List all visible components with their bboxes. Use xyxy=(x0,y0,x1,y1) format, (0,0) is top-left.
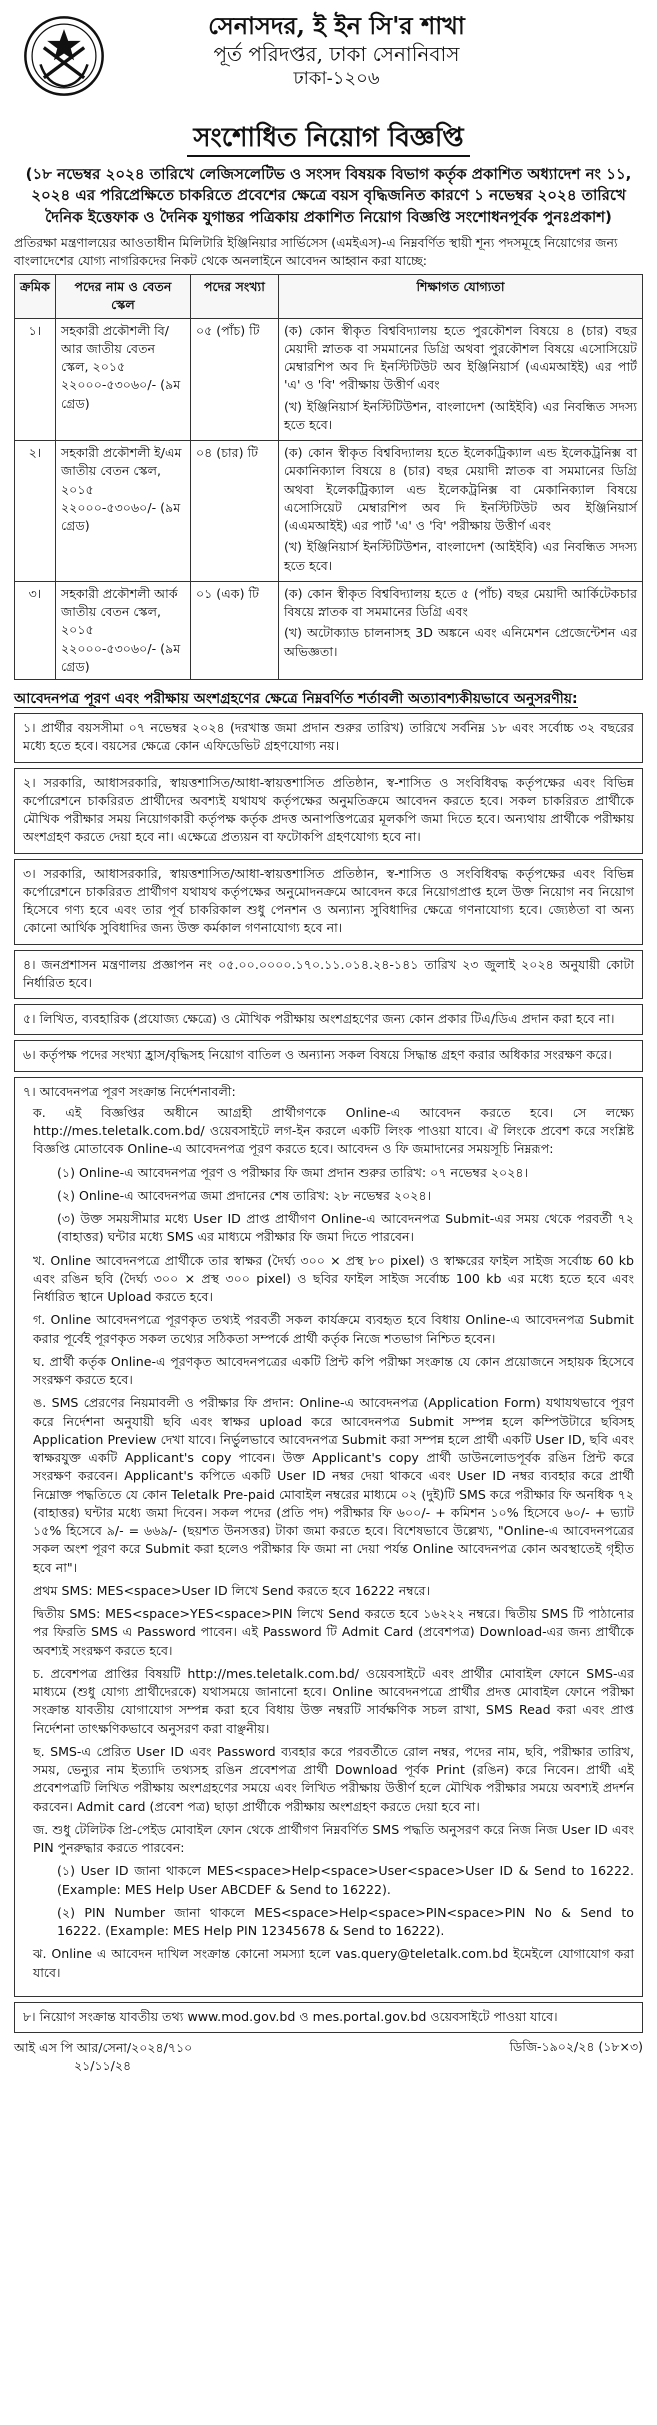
instruction-support-email: ঝ. Online এ আবেদন দাখিল সংক্রান্ত কোনো সমস্যা হলে vas.query@teletalk.com.bd ইমেইলে যোগাযোগ করা যাবে। xyxy=(33,1946,634,1980)
row-post: সহকারী প্রকৌশলী বি/আর জাতীয় বেতন স্কেল, ২০১৫ ২২০০০-৫৩০৬০/- (৯ম গ্রেড) xyxy=(55,318,190,441)
city-postcode: ঢাকা-১২০৬ xyxy=(293,68,380,90)
condition-ta-da: ৫। লিখিত, ব্যবহারিক (প্রযোজ্য ক্ষেত্রে) ও মৌখিক পরীক্ষায় অংশগ্রহণের জন্য কোন প্রকার টিএ/ডিএ প্রদান করা হবে না। xyxy=(14,1004,643,1035)
org-name: সেনাসদর, ই ইন সি'র শাখা xyxy=(208,11,465,40)
col-qualification: শিক্ষাগত যোগ্যতা xyxy=(278,275,642,319)
schedule-fee-window: (৩) উক্ত সময়সীমার মধ্যে User ID প্রাপ্ত প্রার্থীগণ Online-এ আবেদনপত্র Submit-এর সময় থেকে পরবর্তী ৭২ (বাহাত্তর) ঘন্টার মধ্যে SMS এর মাধ্যমে পরীক্ষার ফি জমা দিতে পারবেন। xyxy=(57,1211,634,1245)
condition-age: ১। প্রার্থীর বয়সসীমা ০৭ নভেম্বর ২০২৪ (দরখাস্ত জমা প্রদান শুরুর তারিখ) তারিখে সর্বনিম্ন ১৮ এবং সর্বোচ্চ ৩২ বছরের মধ্যে হতে হবে। বয়সের ক্ষেত্রে কোন এফিডেভিট গ্রহণযোগ্য নয়। xyxy=(14,713,643,763)
header xyxy=(14,10,643,115)
army-emblem-icon xyxy=(22,14,106,98)
col-post: পদের নাম ও বেতন স্কেল xyxy=(55,275,190,319)
table-header-row xyxy=(15,275,643,319)
row-qualification xyxy=(278,318,642,441)
table-row xyxy=(15,318,643,441)
condition-seniority: ৩। সরকারি, আধাসরকারি, স্বায়ত্তশাসিত/আধা-স্বায়ত্তশাসিত প্রতিষ্ঠান, স্ব-শাসিত ও সংবিধিবদ্ধ কর্তৃপক্ষের এবং বিভিন্ন কর্পোরেশনে চাকরিরত প্রার্থীগণ যথাযথ কর্তৃপক্ষের অনুমোদনক্রমে আবেদন করে নিয়োগপ্রাপ্ত হলে উক্ত নিয়োগ নব নিয়োগ হিসেবে গণ্য হবে এবং তার পূর্ব চাকরিকাল শুধু পেনশন ও অন্যান্য সুবিধাদির ক্ষেত্রে গণনাযোগ্য হবে। জ্যেষ্ঠতা বা অন্য কোনো আর্থিক সুবিধাদির জন্য উক্ত কর্মকাল গণনাযোগ্য হবে না। xyxy=(14,859,643,945)
table-row xyxy=(15,441,643,582)
instructions-body xyxy=(23,1101,634,1990)
condition-authority: ৬। কর্তৃপক্ষ পদের সংখ্যা হ্রাস/বৃদ্ধিসহ নিয়োগ বাতিল ও অন্যান্য সকল বিষয়ে সিদ্ধান্ত গ্রহণ করার অধিকার সংরক্ষণ করে। xyxy=(14,1040,643,1071)
col-count: পদের সংখ্যা xyxy=(190,275,278,319)
recover-user-id: (১) User ID জানা থাকলে MES<space>Help<space>User<space>User ID & Send to 16222. (Example: MES Help User ABCDEF & Send to 16222). xyxy=(57,1863,634,1897)
notice-subtitle: (১৮ নভেম্বর ২০২৪ তারিখে লেজিসলেটিভ ও সংসদ বিষয়ক বিভাগ কর্তৃক প্রকাশিত অধ্যাদেশ নং ১১, ২০২৪ এর পরিপ্রেক্ষিতে চাকরিতে প্রবেশের ক্ষেত্রে বয়স বৃদ্ধিজনিত কারণে ১ নভেম্বর ২০২৪ তারিখে দৈনিক ইত্তেফাক ও দৈনিক যুগান্তর পত্রিকায় প্রকাশিত নিয়োগ বিজ্ঞপ্তি সংশোধনপূর্বক পুনঃপ্রকাশ) xyxy=(25,165,632,226)
schedule-end: (২) Online-এ আবেদনপত্র জমা প্রদানের শেষ তারিখ: ২৮ নভেম্বর ২০২৪। xyxy=(57,1187,432,1203)
row-qualification xyxy=(278,441,642,582)
vacancy-table xyxy=(14,274,643,680)
row-count: ০১ (এক) টি xyxy=(190,581,278,679)
notice-title: সংশোধিত নিয়োগ বিজ্ঞপ্তি xyxy=(14,121,643,156)
row-serial: ১। xyxy=(15,318,56,441)
footer xyxy=(14,2039,643,2075)
qualification-a: (ক) কোন স্বীকৃত বিশ্ববিদ্যালয় হতে ইলেকট্রিক্যাল এন্ড ইলেকট্রনিক্স বা মেকানিক্যাল বিষয়ে ৪ (চার) বছর মেয়াদী স্নাতক বা সমমানের ডিগ্রি অথবা ইলেকট্রিক্যাল এন্ড ইলেকট্রনিক্স বা মেকানিক্যাল বিষয়ে এসোসিয়েট মেম্বারশিপ অব দি ইনস্টিটিউট অব ইঞ্জিনিয়ার্স (এএমআইই) এর পার্ট 'এ' ও 'বি' পরীক্ষায় উত্তীর্ণ এবং xyxy=(283,445,637,534)
table-row xyxy=(15,581,643,679)
condition-govt-employees: ২। সরকারি, আধাসরকারি, স্বায়ত্তশাসিত/আধা-স্বায়ত্তশাসিত প্রতিষ্ঠান, স্ব-শাসিত ও সংবিধিবদ্ধ কর্তৃপক্ষের এবং বিভিন্ন কর্পোরেশনে চাকরিরত প্রার্থীদের অবশ্যই যথাযথ কর্তৃপক্ষের অনুমতিক্রমে আবেদন করতে হবে। সকল চাকরিরত প্রার্থীকে মৌখিক পরীক্ষার সময় নিয়োগকারী কর্তৃপক্ষ কর্তৃক প্রদত্ত অনাপত্তিপত্রের মূলকপি জমা দিতে হবে। অন্যথায় প্রার্থীকে পরীক্ষায় অংশগ্রহণ করতে দেয়া হবে না। এক্ষেত্রে প্রত্যয়ন বা ফটোকপি গ্রহণযোগ্য হবে না। xyxy=(14,768,643,854)
row-post: সহকারী প্রকৌশলী ই/এম জাতীয় বেতন স্কেল, ২০১৫ ২২০০০-৫৩০৬০/- (৯ম গ্রেড) xyxy=(55,441,190,582)
instruction-admit-download: ছ. SMS-এ প্রেরিত User ID এবং Password ব্যবহার করে পরবর্তীতে রোল নম্বর, পদের নাম, ছবি, পরীক্ষার তারিখ, সময়, ভেন্যুর নাম ইত্যাদি তথ্যসহ রঙিন প্রবেশপত্র প্রার্থী Download পূর্বক Print (রঙিন) করে নিবেন। প্রার্থী এই প্রবেশপত্রটি লিখিত পরীক্ষায় অংশগ্রহণের সময়ে এবং লিখিত পরীক্ষায় উত্তীর্ণ হলে মৌখিক পরীক্ষার সময়ে অবশ্যই প্রদর্শন করবেন। Admit card (প্রবেশ পত্র) ছাড়া প্রার্থীকে পরীক্ষায় অংশগ্রহণ করতে দেয়া হবে না। xyxy=(33,1743,634,1814)
dg-number: ডিজি-১৯০২/২৪ (১৮×৩) xyxy=(509,2039,643,2055)
directorate-name: পূর্ত পরিদপ্তর, ঢাকা সেনানিবাস xyxy=(213,42,460,67)
instructions-heading: ৭। আবেদনপত্র পূরণ সংক্রান্ত নির্দেশনাবলী: xyxy=(23,1083,236,1099)
instruction-sms-fee: ঙ. SMS প্রেরণের নিয়মাবলী ও পরীক্ষার ফি প্রদান: Online-এ আবেদনপত্র (Application Form) যথাযথভাবে পূরণ করে নির্দেশনা অনুযায়ী ছবি এবং স্বাক্ষর upload করে আবেদনপত্র Submit সম্পন্ন হলে কম্পিউটারে ছবিসহ Application Preview দেখা যাবে। নির্ভুলভাবে আবেদনপত্র Submit করা সম্পন্ন হলে প্রার্থী একটি User ID, ছবি এবং স্বাক্ষরযুক্ত একটি Applicant's copy পাবেন। উক্ত Applicant's copy প্রার্থী ডাউনলোডপূর্বক রঙিন প্রিন্ট করে সংরক্ষণ করবেন। Applicant's কপিতে একটি User ID নম্বর দেয়া থাকবে এবং User ID নম্বর ব্যবহার করে প্রার্থী নিম্নোক্ত পদ্ধতিতে যে কোন Teletalk Pre-paid মোবাইল নম্বরের মাধ্যমে ০২ (দুই)টি SMS করে পরীক্ষার ফি অনধিক ৭২ (বাহাত্তর) ঘন্টার মধ্যে জমা দিবেন। সকল পদের (প্রতি পদ) পরীক্ষার ফি ৬০০/- + কমিশন ১০% হিসেবে ৬০/- + ভ্যাট ১৫% হিসেবে ৯/- = ৬৬৯/- (ছয়শত উনসত্তর) টাকা জমা করতে হবে। বিশেষভাবে উল্লেখ্য, "Online-এ আবেদনপত্রের সকল অংশ পূরণ করে Submit করা হলেও পরীক্ষার ফি জমা না দেয়া পর্যন্ত Online আবেদনপত্র কোন অবস্থাতেই গৃহীত হবে না"। xyxy=(33,1395,634,1575)
condition-application-instructions xyxy=(14,1077,643,1997)
instruction-admit-notify: চ. প্রবেশপত্র প্রাপ্তির বিষয়টি http://mes.teletalk.com.bd/ ওয়েবসাইটে এবং প্রার্থীর মোবাইল ফোনে SMS-এর মাধ্যমে (শুধু যোগ্য প্রার্থীদেরকে) যথাসময়ে জানানো হবে। Online আবেদনপত্রে প্রার্থীর প্রদত্ত মোবাইল ফোনে পরীক্ষা সংক্রান্ত যাবতীয় যোগাযোগ সম্পন্ন করা হবে বিধায় উক্ত নম্বরটি সার্বক্ষণিক সচল রাখা, SMS Read করা এবং প্রাপ্ত নির্দেশনা তাৎক্ষণিকভাবে অনুসরণ করা বাঞ্ছনীয়। xyxy=(33,1665,634,1736)
qualification-b: (খ) অটোক্যাড চালনাসহ 3D অঙ্কনে এবং এনিমেশন প্রেজেন্টেশন এর অভিজ্ঞতা। xyxy=(283,625,637,659)
row-post: সহকারী প্রকৌশলী আর্ক জাতীয় বেতন স্কেল, ২০১৫ ২২০০০-৫৩০৬০/- (৯ম গ্রেড) xyxy=(55,581,190,679)
qualification-b: (খ) ইঞ্জিনিয়ার্স ইনস্টিটিউশন, বাংলাদেশ (আইইবি) এর নিবন্ধিত সদস্য হতে হবে। xyxy=(283,539,637,573)
ispr-reference: আই এস পি আর/সেনা/২০২৪/৭১০ xyxy=(14,2040,193,2056)
footer-ref-block xyxy=(14,2039,192,2075)
instruction-online-apply: ক. এই বিজ্ঞপ্তির অধীনে আগ্রহী প্রার্থীগণকে Online-এ আবেদন করতে হবে। সে লক্ষ্যে http://mes.teletalk.com.bd/ ওয়েবসাইটে লগ-ইন করলে একটি লিংক পাওয়া যাবে। ঐ লিংকে প্রবেশ করে সংশ্লিষ্ট বিজ্ঞপ্তি মোতাবেক Online-এ আবেদনপত্র পূরণ করতে হবে। আবেদন ও ফি জমাদানের সময়সূচি নিম্নরূপ: xyxy=(33,1104,634,1157)
instruction-sms-second: দ্বিতীয় SMS: MES<space>YES<space>PIN লিখে Send করতে হবে ১৬২২২ নম্বরে। দ্বিতীয় SMS টি পাঠানোর পর ফিরতি SMS এ Password পাবেন। এই Password টি Admit Card (প্রবেশপত্র) Download-এর জন্য প্রার্থীকে অবশ্যই সংরক্ষণ করতে হবে। xyxy=(33,1606,634,1658)
instruction-verify-info: গ. Online আবেদনপত্রে পূরণকৃত তথ্যই পরবর্তী সকল কার্যক্রমে ব্যবহৃত হবে বিধায় Online-এ আবেদনপত্র Submit করার পূর্বেই পূরণকৃত সকল তথ্যের সঠিকতা সম্পর্কে প্রার্থী কর্তৃক নিজে শতভাগ নিশ্চিত হবেন। xyxy=(33,1312,634,1346)
row-serial: ২। xyxy=(15,441,56,582)
instruction-recover-credentials: জ. শুধু টেলিটক প্রি-পেইড মোবাইল ফোন থেকে প্রার্থীগণ নিম্নবর্ণিত SMS পদ্ধতি অনুসরণ করে নিজ নিজ User ID এবং PIN পুনরুদ্ধার করতে পারবেন: xyxy=(33,1821,634,1856)
qualification-a: (ক) কোন স্বীকৃত বিশ্ববিদ্যালয় হতে ৫ (পাঁচ) বছর মেয়াদী আর্কিটেকচার বিষয়ে স্নাতক বা সমমানের ডিগ্রি এবং xyxy=(283,585,637,620)
row-serial: ৩। xyxy=(15,581,56,679)
instruction-photo-signature: খ. Online আবেদনপত্রে প্রার্থীকে তার স্বাক্ষর (দৈর্ঘ্য ৩০০ × প্রস্থ ৮০ pixel) ও স্বাক্ষরের ফাইল সাইজ সর্বোচ্চ 60 kb এবং রঙিন ছবি (দৈর্ঘ্য ৩০০ × প্রস্থ ৩০০ pixel) ও ছবির ফাইল সাইজ সর্বোচ্চ 100 kb এর মধ্যে হতে হবে এবং নির্ধারিত স্থানে Upload করতে হবে। xyxy=(33,1252,634,1305)
row-qualification xyxy=(278,581,642,679)
col-serial: ক্রমিক xyxy=(15,275,56,319)
issue-date: ২১/১১/২৪ xyxy=(74,2058,132,2074)
qualification-b: (খ) ইঞ্জিনিয়ার্স ইনস্টিটিউশন, বাংলাদেশ (আইইবি) এর নিবন্ধিত সদস্য হতে হবে। xyxy=(283,398,637,432)
instruction-print-copy: ঘ. প্রার্থী কর্তৃক Online-এ পূরণকৃত আবেদনপত্রের একটি প্রিন্ট কপি পরীক্ষা সংক্রান্ত যে কোন প্রয়োজনে সহায়ক হিসেবে সংরক্ষণ করতে হবে। xyxy=(33,1353,634,1388)
header-text xyxy=(120,10,643,91)
condition-websites: ৮। নিয়োগ সংক্রান্ত যাবতীয় তথ্য www.mod.gov.bd ও mes.portal.gov.bd ওয়েবসাইটে পাওয়া যাবে। xyxy=(14,2002,643,2033)
qualification-a: (ক) কোন স্বীকৃত বিশ্ববিদ্যালয় হতে পুরকৌশল বিষয়ে ৪ (চার) বছর মেয়াদী স্নাতক বা সমমানের ডিগ্রি অথবা পুরকৌশল বিষয়ে এসোসিয়েট মেম্বারশিপ অব দি ইনস্টিটিউট অব ইঞ্জিনিয়ার্স (এএমআইই) এর পার্ট 'এ' ও 'বি' পরীক্ষায় উত্তীর্ণ এবং xyxy=(283,322,637,393)
row-count: ০৪ (চার) টি xyxy=(190,441,278,582)
instruction-sms-first: প্রথম SMS: MES<space>User ID লিখে Send করতে হবে 16222 নম্বরে। xyxy=(33,1582,431,1598)
schedule-start: (১) Online-এ আবেদনপত্র পূরণ ও পরীক্ষার ফি জমা প্রদান শুরুর তারিখ: ০৭ নভেম্বর ২০২৪। xyxy=(57,1164,529,1180)
intro-paragraph: প্রতিরক্ষা মন্ত্রণালয়ের আওতাধীন মিলিটারি ইঞ্জিনিয়ার সার্ভিসেস (এমইএস)-এ নিম্নবর্ণিত স্থায়ী শূন্য পদসমূহে নিয়োগের জন্য বাংলাদেশের যোগ্য নাগরিকদের নিকট থেকে অনলাইনে আবেদন আহ্বান করা যাচ্ছে: xyxy=(14,234,618,269)
conditions-heading: আবেদনপত্র পূরণ এবং পরীক্ষায় অংশগ্রহণের ক্ষেত্রে নিম্নবর্ণিত শর্তাবলী অত্যাবশ্যকীয়ভাবে অনুসরণীয়: xyxy=(14,691,578,708)
row-count: ০৫ (পাঁচ) টি xyxy=(190,318,278,441)
condition-quota: ৪। জনপ্রশাসন মন্ত্রণালয় প্রজ্ঞাপন নং ০৫.০০.০০০০.১৭০.১১.০১৪.২৪-১৪১ তারিখ ২৩ জুলাই ২০২৪ অনুযায়ী কোটা নির্ধারিত হবে। xyxy=(14,950,643,1000)
recover-pin: (২) PIN Number জানা থাকলে MES<space>Help<space>PIN<space>PIN No & Send to 16222. (Example: MES Help PIN 12345678 & Send to 16222). xyxy=(57,1904,634,1939)
